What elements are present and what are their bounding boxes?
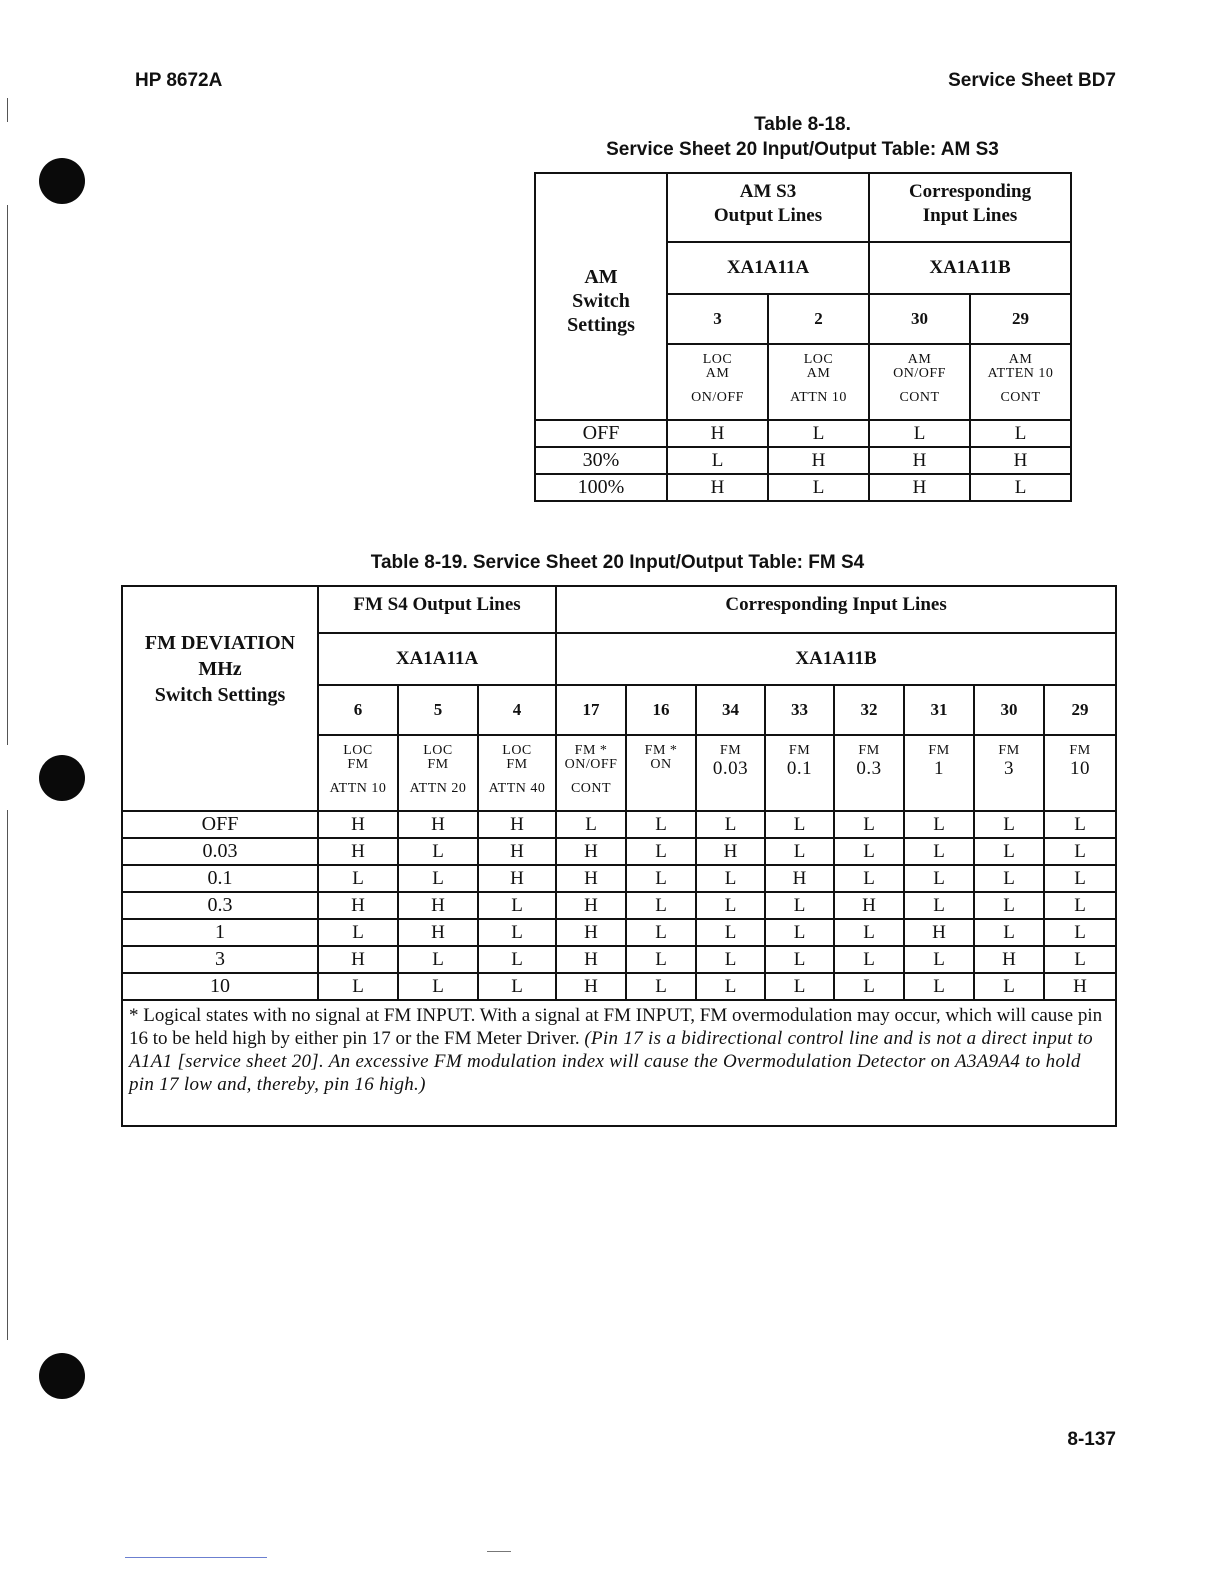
cell-value: H	[398, 811, 478, 838]
table-am-input-connector: XA1A11B	[869, 242, 1071, 294]
table-fm-signal: FM 0.3	[834, 735, 904, 811]
table-row	[535, 447, 1071, 474]
table-fm-pin: 4	[478, 685, 556, 735]
cell-value: H	[970, 447, 1071, 474]
table-fm-pin: 32	[834, 685, 904, 735]
cell-value: H	[556, 838, 626, 865]
table-fm-output-connector: XA1A11A	[318, 633, 556, 685]
cell-value: H	[318, 838, 398, 865]
cell-value: H	[478, 865, 556, 892]
cell-value: L	[974, 838, 1044, 865]
table-row	[122, 811, 1116, 838]
cell-value: H	[398, 919, 478, 946]
cell-value: L	[696, 811, 765, 838]
cell-value: L	[696, 892, 765, 919]
cell-value: H	[1044, 973, 1116, 1000]
row-setting: OFF	[535, 420, 667, 447]
table-fm-footnote	[122, 1000, 1116, 1126]
table-fm-signal: FM 0.1	[765, 735, 834, 811]
cell-value: H	[556, 973, 626, 1000]
cell-value: H	[974, 946, 1044, 973]
cell-value: H	[556, 865, 626, 892]
table-am-input-group: Corresponding Input Lines	[869, 173, 1071, 242]
table-am-s3	[534, 172, 1072, 502]
cell-value: L	[398, 946, 478, 973]
cell-value: L	[318, 865, 398, 892]
cell-value: H	[318, 892, 398, 919]
table-fm-signal: FM * ON	[626, 735, 696, 811]
cell-value: L	[556, 811, 626, 838]
cell-value: H	[478, 811, 556, 838]
row-setting: 30%	[535, 447, 667, 474]
table-row	[122, 919, 1116, 946]
cell-value: H	[556, 919, 626, 946]
table-fm-input-group: Corresponding Input Lines	[556, 586, 1116, 633]
cell-value: L	[318, 919, 398, 946]
table-row	[535, 420, 1071, 447]
cell-value: L	[1044, 919, 1116, 946]
cell-value: H	[869, 474, 970, 501]
binder-hole-middle	[39, 755, 85, 801]
cell-value: H	[318, 811, 398, 838]
table-fm-signal: FM 10	[1044, 735, 1116, 811]
cell-value: H	[904, 919, 974, 946]
footnote-text: * Logical states with no signal at FM INPUT. With a signal at FM INPUT, FM overmodulation may occur, which will cause pin 16 to be held high by either pin 17 or the FM Meter Driver.	[129, 1005, 1103, 1049]
table-row	[122, 973, 1116, 1000]
cell-value: H	[834, 892, 904, 919]
table-fm-signal: FM 1	[904, 735, 974, 811]
header-model: HP 8672A	[135, 70, 223, 91]
scan-artifact-line	[125, 1557, 267, 1558]
cell-value: L	[1044, 865, 1116, 892]
cell-value: H	[768, 447, 869, 474]
cell-value: L	[904, 865, 974, 892]
cell-value: L	[398, 865, 478, 892]
row-setting: 0.03	[122, 838, 318, 865]
cell-value: L	[626, 865, 696, 892]
cell-value: L	[696, 865, 765, 892]
cell-value: L	[667, 447, 768, 474]
table-row	[122, 865, 1116, 892]
binder-hole-top	[39, 158, 85, 204]
table-fm-pin: 16	[626, 685, 696, 735]
cell-value: L	[765, 946, 834, 973]
table-fm-pin: 17	[556, 685, 626, 735]
table-fm-s4	[121, 585, 1117, 1127]
table-fm-signal: FM 3	[974, 735, 1044, 811]
cell-value: L	[478, 919, 556, 946]
cell-value: H	[667, 420, 768, 447]
table-fm-pin: 31	[904, 685, 974, 735]
table-fm-signal: LOC FM ATTN 10	[318, 735, 398, 811]
table-fm-pin: 34	[696, 685, 765, 735]
table-fm-input-connector: XA1A11B	[556, 633, 1116, 685]
table-am-signal: AM ON/OFF CONT	[869, 344, 970, 420]
cell-value: L	[904, 838, 974, 865]
scan-edge-line	[7, 205, 8, 745]
cell-value: L	[696, 946, 765, 973]
cell-value: L	[834, 838, 904, 865]
cell-value: L	[626, 892, 696, 919]
cell-value: L	[904, 946, 974, 973]
cell-value: L	[974, 865, 1044, 892]
cell-value: L	[626, 811, 696, 838]
table-am-signal: LOC AM ON/OFF	[667, 344, 768, 420]
cell-value: L	[765, 973, 834, 1000]
table-am-pin: 29	[970, 294, 1071, 344]
cell-value: H	[869, 447, 970, 474]
table-am-output-group: AM S3 Output Lines	[667, 173, 869, 242]
cell-value: H	[556, 946, 626, 973]
header-service-sheet: Service Sheet BD7	[948, 70, 1116, 91]
cell-value: L	[904, 973, 974, 1000]
scan-edge-line	[7, 810, 8, 1340]
cell-value: H	[696, 838, 765, 865]
cell-value: L	[974, 892, 1044, 919]
cell-value: H	[398, 892, 478, 919]
table-am-row-header: AM Switch Settings	[535, 173, 667, 420]
cell-value: H	[556, 892, 626, 919]
cell-value: L	[398, 973, 478, 1000]
row-setting: 100%	[535, 474, 667, 501]
table-fm-pin: 30	[974, 685, 1044, 735]
row-setting: 10	[122, 973, 318, 1000]
row-setting: 0.3	[122, 892, 318, 919]
cell-value: L	[1044, 811, 1116, 838]
cell-value: L	[1044, 838, 1116, 865]
row-setting: OFF	[122, 811, 318, 838]
table-fm-pin: 6	[318, 685, 398, 735]
cell-value: L	[974, 811, 1044, 838]
cell-value: L	[768, 474, 869, 501]
cell-value: L	[904, 811, 974, 838]
cell-value: L	[834, 973, 904, 1000]
cell-value: H	[765, 865, 834, 892]
table-am-title: Service Sheet 20 Input/Output Table: AM S3	[606, 139, 999, 160]
cell-value: L	[1044, 892, 1116, 919]
scan-artifact-line	[487, 1551, 511, 1552]
cell-value: L	[765, 892, 834, 919]
table-row	[122, 946, 1116, 973]
footnote-italic: (Pin 17 is a bidirectional control line and is not a direct input to A1A1 [service sheet 20]. An excessive FM modulation index will cause the Overmodulation Detector on A3A9A4 to hold pin 17 low and, thereby, pin 16 high.)	[129, 1028, 1093, 1095]
table-am-pin: 3	[667, 294, 768, 344]
cell-value: L	[834, 811, 904, 838]
cell-value: L	[696, 973, 765, 1000]
table-fm-row-header: FM DEVIATION MHz Switch Settings	[122, 586, 318, 811]
row-setting: 0.1	[122, 865, 318, 892]
page-number: 8-137	[1067, 1429, 1116, 1450]
cell-value: H	[318, 946, 398, 973]
binder-hole-bottom	[39, 1353, 85, 1399]
table-fm-signal: LOC FM ATTN 20	[398, 735, 478, 811]
cell-value: L	[974, 919, 1044, 946]
cell-value: L	[478, 946, 556, 973]
row-setting: 1	[122, 919, 318, 946]
cell-value: L	[834, 865, 904, 892]
cell-value: L	[478, 973, 556, 1000]
table-am-signal: LOC AM ATTN 10	[768, 344, 869, 420]
table-fm-pin: 29	[1044, 685, 1116, 735]
cell-value: L	[318, 973, 398, 1000]
cell-value: H	[667, 474, 768, 501]
cell-value: L	[478, 892, 556, 919]
cell-value: L	[904, 892, 974, 919]
scan-edge-line	[7, 98, 8, 122]
cell-value: L	[765, 838, 834, 865]
cell-value: L	[696, 919, 765, 946]
cell-value: L	[1044, 946, 1116, 973]
cell-value: L	[626, 973, 696, 1000]
cell-value: L	[398, 838, 478, 865]
cell-value: L	[834, 946, 904, 973]
cell-value: L	[970, 474, 1071, 501]
cell-value: L	[834, 919, 904, 946]
cell-value: L	[768, 420, 869, 447]
table-fm-signal: FM 0.03	[696, 735, 765, 811]
cell-value: L	[765, 919, 834, 946]
table-fm-signal: FM * ON/OFF CONT	[556, 735, 626, 811]
table-row	[122, 892, 1116, 919]
cell-value: H	[478, 838, 556, 865]
table-am-output-connector: XA1A11A	[667, 242, 869, 294]
table-row	[122, 838, 1116, 865]
table-fm-signal: LOC FM ATTN 40	[478, 735, 556, 811]
table-fm-pin: 5	[398, 685, 478, 735]
cell-value: L	[626, 838, 696, 865]
cell-value: L	[869, 420, 970, 447]
table-am-pin: 2	[768, 294, 869, 344]
cell-value: L	[974, 973, 1044, 1000]
cell-value: L	[626, 919, 696, 946]
table-fm-output-group: FM S4 Output Lines	[318, 586, 556, 633]
table-row	[535, 474, 1071, 501]
table-am-number: Table 8-18.	[754, 114, 851, 135]
cell-value: L	[970, 420, 1071, 447]
row-setting: 3	[122, 946, 318, 973]
table-am-signal: AM ATTEN 10 CONT	[970, 344, 1071, 420]
cell-value: L	[765, 811, 834, 838]
table-fm-title: Table 8-19. Service Sheet 20 Input/Output Table: FM S4	[370, 552, 865, 573]
table-fm-pin: 33	[765, 685, 834, 735]
table-am-pin: 30	[869, 294, 970, 344]
cell-value: L	[626, 946, 696, 973]
